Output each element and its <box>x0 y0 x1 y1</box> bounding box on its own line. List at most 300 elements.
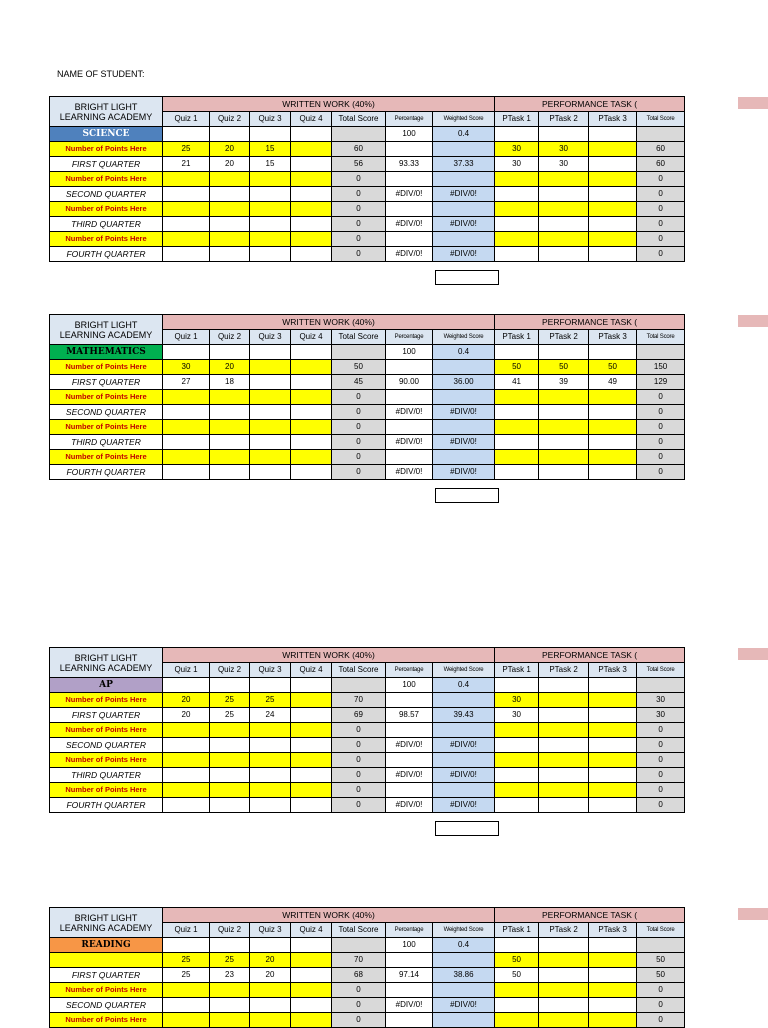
grade-cell[interactable]: #DIV/0! <box>433 247 495 262</box>
grade-cell[interactable]: 25 <box>163 142 210 157</box>
grade-cell[interactable] <box>386 172 433 187</box>
grade-cell[interactable] <box>539 983 589 998</box>
grade-cell[interactable] <box>539 938 589 953</box>
grade-cell[interactable] <box>291 345 332 360</box>
grade-cell[interactable] <box>210 678 250 693</box>
grade-cell[interactable]: 30 <box>495 142 539 157</box>
grade-cell[interactable] <box>250 753 291 768</box>
grade-cell[interactable] <box>539 968 589 983</box>
grade-cell[interactable]: 0 <box>332 983 386 998</box>
grade-cell[interactable]: 25 <box>250 693 291 708</box>
grade-cell[interactable] <box>589 783 637 798</box>
grade-cell[interactable]: 20 <box>210 157 250 172</box>
grade-cell[interactable] <box>163 217 210 232</box>
grade-cell[interactable] <box>433 753 495 768</box>
grade-cell[interactable]: #DIV/0! <box>386 738 433 753</box>
grade-cell[interactable] <box>589 998 637 1013</box>
grade-cell[interactable] <box>163 232 210 247</box>
grade-cell[interactable] <box>637 938 685 953</box>
grade-cell[interactable] <box>250 232 291 247</box>
grade-cell[interactable] <box>210 217 250 232</box>
weight-cell[interactable]: 0.4 <box>433 678 495 693</box>
grade-cell[interactable] <box>291 232 332 247</box>
grade-cell[interactable] <box>589 938 637 953</box>
grade-cell[interactable] <box>539 420 589 435</box>
weight-cell[interactable]: 0.4 <box>433 938 495 953</box>
grade-cell[interactable] <box>495 678 539 693</box>
grade-cell[interactable] <box>589 435 637 450</box>
grade-cell[interactable] <box>495 187 539 202</box>
grade-cell[interactable]: 0 <box>637 247 685 262</box>
grade-cell[interactable] <box>539 187 589 202</box>
grade-cell[interactable] <box>291 142 332 157</box>
grade-cell[interactable]: 49 <box>589 375 637 390</box>
weight-cell[interactable]: 0.4 <box>433 345 495 360</box>
grade-cell[interactable] <box>250 202 291 217</box>
grade-cell[interactable] <box>210 390 250 405</box>
grade-cell[interactable] <box>163 1013 210 1028</box>
grade-cell[interactable] <box>589 247 637 262</box>
grade-cell[interactable] <box>163 172 210 187</box>
grade-cell[interactable] <box>539 202 589 217</box>
grade-cell[interactable]: 0 <box>332 217 386 232</box>
grade-cell[interactable]: #DIV/0! <box>386 405 433 420</box>
grade-cell[interactable] <box>250 1013 291 1028</box>
grade-cell[interactable] <box>386 232 433 247</box>
grade-cell[interactable]: 21 <box>163 157 210 172</box>
grade-cell[interactable] <box>163 678 210 693</box>
grade-cell[interactable]: 50 <box>332 360 386 375</box>
grade-cell[interactable] <box>291 783 332 798</box>
grade-cell[interactable] <box>495 753 539 768</box>
grade-cell[interactable]: 97.14 <box>386 968 433 983</box>
grade-cell[interactable] <box>250 998 291 1013</box>
grade-cell[interactable] <box>210 465 250 480</box>
grade-cell[interactable] <box>250 360 291 375</box>
grade-cell[interactable] <box>589 983 637 998</box>
grade-cell[interactable]: 0 <box>332 1013 386 1028</box>
grade-cell[interactable] <box>291 465 332 480</box>
grade-cell[interactable] <box>433 142 495 157</box>
grade-cell[interactable] <box>589 693 637 708</box>
grade-cell[interactable]: 0 <box>637 723 685 738</box>
grade-cell[interactable]: #DIV/0! <box>433 435 495 450</box>
grade-cell[interactable] <box>589 1013 637 1028</box>
grade-cell[interactable] <box>433 693 495 708</box>
grade-cell[interactable] <box>210 998 250 1013</box>
grade-cell[interactable] <box>386 360 433 375</box>
grade-cell[interactable] <box>250 450 291 465</box>
grade-cell[interactable] <box>332 127 386 142</box>
grade-cell[interactable] <box>386 693 433 708</box>
grade-cell[interactable]: 30 <box>539 157 589 172</box>
percentage-base-cell[interactable]: 100 <box>386 938 433 953</box>
grade-cell[interactable]: 0 <box>637 768 685 783</box>
grade-cell[interactable]: 30 <box>495 157 539 172</box>
grade-cell[interactable] <box>495 420 539 435</box>
grade-cell[interactable] <box>291 157 332 172</box>
grade-cell[interactable] <box>495 738 539 753</box>
grade-cell[interactable]: 0 <box>332 172 386 187</box>
grade-cell[interactable]: 25 <box>163 968 210 983</box>
grade-cell[interactable] <box>495 798 539 813</box>
grade-cell[interactable] <box>250 390 291 405</box>
grade-cell[interactable] <box>291 450 332 465</box>
grade-cell[interactable] <box>433 360 495 375</box>
grade-cell[interactable] <box>539 127 589 142</box>
grade-cell[interactable] <box>163 127 210 142</box>
grade-cell[interactable] <box>250 187 291 202</box>
grade-cell[interactable] <box>250 172 291 187</box>
grade-cell[interactable] <box>291 768 332 783</box>
grade-cell[interactable]: #DIV/0! <box>386 217 433 232</box>
grade-cell[interactable] <box>539 953 589 968</box>
grade-cell[interactable] <box>589 738 637 753</box>
grade-cell[interactable]: 0 <box>637 232 685 247</box>
grade-cell[interactable] <box>589 450 637 465</box>
grade-cell[interactable]: #DIV/0! <box>386 435 433 450</box>
grade-cell[interactable]: 0 <box>637 465 685 480</box>
grade-cell[interactable]: 90.00 <box>386 375 433 390</box>
grade-cell[interactable] <box>539 768 589 783</box>
grade-cell[interactable]: 39.43 <box>433 708 495 723</box>
grade-cell[interactable] <box>291 435 332 450</box>
grade-cell[interactable]: 0 <box>637 983 685 998</box>
grade-cell[interactable] <box>250 983 291 998</box>
grade-cell[interactable]: 39 <box>539 375 589 390</box>
grade-cell[interactable] <box>163 738 210 753</box>
grade-cell[interactable] <box>539 708 589 723</box>
grade-cell[interactable] <box>210 798 250 813</box>
grade-cell[interactable] <box>250 345 291 360</box>
grade-cell[interactable] <box>291 738 332 753</box>
grade-cell[interactable]: 0 <box>332 450 386 465</box>
grade-cell[interactable]: 24 <box>250 708 291 723</box>
grade-cell[interactable] <box>495 247 539 262</box>
grade-cell[interactable] <box>210 420 250 435</box>
grade-cell[interactable] <box>589 172 637 187</box>
grade-cell[interactable] <box>539 798 589 813</box>
grade-cell[interactable] <box>163 247 210 262</box>
grade-cell[interactable]: 23 <box>210 968 250 983</box>
grade-cell[interactable] <box>210 345 250 360</box>
grade-cell[interactable]: 50 <box>589 360 637 375</box>
grade-cell[interactable] <box>589 127 637 142</box>
grade-cell[interactable]: 0 <box>332 768 386 783</box>
summary-box[interactable] <box>435 488 499 503</box>
grade-cell[interactable] <box>291 375 332 390</box>
grade-cell[interactable]: 129 <box>637 375 685 390</box>
grade-cell[interactable] <box>433 390 495 405</box>
grade-cell[interactable]: 0 <box>332 465 386 480</box>
grade-cell[interactable] <box>250 768 291 783</box>
grade-cell[interactable] <box>539 172 589 187</box>
grade-cell[interactable] <box>210 172 250 187</box>
grade-cell[interactable]: 0 <box>637 435 685 450</box>
grade-cell[interactable] <box>250 798 291 813</box>
grade-cell[interactable] <box>589 142 637 157</box>
grade-cell[interactable]: #DIV/0! <box>433 738 495 753</box>
grade-cell[interactable] <box>433 953 495 968</box>
grade-cell[interactable] <box>539 678 589 693</box>
grade-cell[interactable]: 69 <box>332 708 386 723</box>
grade-cell[interactable] <box>210 187 250 202</box>
grade-cell[interactable] <box>210 1013 250 1028</box>
grade-cell[interactable] <box>589 953 637 968</box>
grade-cell[interactable]: 0 <box>637 202 685 217</box>
grade-cell[interactable] <box>539 247 589 262</box>
grade-cell[interactable]: 20 <box>210 360 250 375</box>
grade-cell[interactable]: 50 <box>495 953 539 968</box>
grade-cell[interactable] <box>539 753 589 768</box>
grade-cell[interactable] <box>495 983 539 998</box>
grade-cell[interactable] <box>163 753 210 768</box>
grade-cell[interactable] <box>589 345 637 360</box>
grade-cell[interactable] <box>386 420 433 435</box>
grade-cell[interactable] <box>163 450 210 465</box>
grade-cell[interactable]: #DIV/0! <box>433 798 495 813</box>
grade-cell[interactable]: #DIV/0! <box>386 768 433 783</box>
grade-cell[interactable]: 50 <box>495 360 539 375</box>
grade-cell[interactable] <box>637 345 685 360</box>
grade-cell[interactable]: 30 <box>495 708 539 723</box>
summary-box[interactable] <box>435 270 499 285</box>
grade-cell[interactable]: 15 <box>250 142 291 157</box>
grade-cell[interactable] <box>250 738 291 753</box>
grade-cell[interactable] <box>495 783 539 798</box>
grade-cell[interactable]: #DIV/0! <box>386 247 433 262</box>
grade-cell[interactable] <box>495 217 539 232</box>
grade-cell[interactable] <box>291 693 332 708</box>
grade-cell[interactable] <box>539 435 589 450</box>
grade-cell[interactable]: 25 <box>210 953 250 968</box>
grade-cell[interactable] <box>495 998 539 1013</box>
grade-cell[interactable]: 20 <box>250 968 291 983</box>
grade-cell[interactable]: #DIV/0! <box>433 217 495 232</box>
grade-cell[interactable] <box>495 723 539 738</box>
grade-cell[interactable] <box>589 768 637 783</box>
grade-cell[interactable] <box>495 450 539 465</box>
grade-cell[interactable]: 0 <box>637 217 685 232</box>
grade-cell[interactable]: 0 <box>332 753 386 768</box>
grade-cell[interactable] <box>250 938 291 953</box>
grade-cell[interactable]: 38.86 <box>433 968 495 983</box>
grade-cell[interactable] <box>539 390 589 405</box>
grade-cell[interactable]: 0 <box>332 738 386 753</box>
grade-cell[interactable] <box>291 983 332 998</box>
percentage-base-cell[interactable]: 100 <box>386 678 433 693</box>
grade-cell[interactable]: 20 <box>210 142 250 157</box>
grade-cell[interactable]: 45 <box>332 375 386 390</box>
grade-cell[interactable]: 25 <box>210 708 250 723</box>
grade-cell[interactable]: 56 <box>332 157 386 172</box>
grade-cell[interactable]: 30 <box>495 693 539 708</box>
grade-cell[interactable] <box>589 217 637 232</box>
grade-cell[interactable] <box>163 390 210 405</box>
grade-cell[interactable]: 25 <box>163 953 210 968</box>
grade-cell[interactable] <box>210 983 250 998</box>
grade-cell[interactable]: 41 <box>495 375 539 390</box>
grade-cell[interactable] <box>163 798 210 813</box>
grade-cell[interactable]: 0 <box>332 390 386 405</box>
grade-cell[interactable] <box>589 465 637 480</box>
grade-cell[interactable] <box>589 798 637 813</box>
summary-box[interactable] <box>435 821 499 836</box>
grade-cell[interactable] <box>291 953 332 968</box>
grade-cell[interactable]: 25 <box>210 693 250 708</box>
grade-cell[interactable] <box>163 435 210 450</box>
grade-cell[interactable] <box>386 142 433 157</box>
grade-cell[interactable]: 30 <box>637 708 685 723</box>
grade-cell[interactable] <box>539 232 589 247</box>
grade-cell[interactable] <box>291 202 332 217</box>
grade-cell[interactable]: #DIV/0! <box>433 768 495 783</box>
grade-cell[interactable] <box>495 127 539 142</box>
grade-cell[interactable] <box>163 983 210 998</box>
grade-cell[interactable]: 0 <box>332 723 386 738</box>
grade-cell[interactable] <box>291 217 332 232</box>
grade-cell[interactable]: 70 <box>332 953 386 968</box>
grade-cell[interactable] <box>210 435 250 450</box>
grade-cell[interactable] <box>589 157 637 172</box>
grade-cell[interactable] <box>433 232 495 247</box>
grade-cell[interactable]: 36.00 <box>433 375 495 390</box>
grade-cell[interactable] <box>210 450 250 465</box>
grade-cell[interactable]: 50 <box>637 968 685 983</box>
grade-cell[interactable]: 68 <box>332 968 386 983</box>
grade-cell[interactable]: 27 <box>163 375 210 390</box>
grade-cell[interactable] <box>210 768 250 783</box>
grade-cell[interactable] <box>210 723 250 738</box>
grade-cell[interactable]: 50 <box>495 968 539 983</box>
grade-cell[interactable] <box>210 202 250 217</box>
grade-cell[interactable]: 0 <box>637 450 685 465</box>
grade-cell[interactable]: 70 <box>332 693 386 708</box>
grade-cell[interactable] <box>495 232 539 247</box>
percentage-base-cell[interactable]: 100 <box>386 127 433 142</box>
grade-cell[interactable]: 60 <box>332 142 386 157</box>
grade-cell[interactable] <box>495 172 539 187</box>
grade-cell[interactable]: 0 <box>332 232 386 247</box>
grade-cell[interactable]: 0 <box>637 420 685 435</box>
grade-cell[interactable] <box>495 405 539 420</box>
grade-cell[interactable] <box>163 420 210 435</box>
grade-cell[interactable] <box>539 345 589 360</box>
grade-cell[interactable] <box>163 345 210 360</box>
grade-cell[interactable]: 0 <box>332 247 386 262</box>
grade-cell[interactable] <box>386 202 433 217</box>
grade-cell[interactable] <box>433 420 495 435</box>
grade-cell[interactable] <box>433 1013 495 1028</box>
grade-cell[interactable]: #DIV/0! <box>433 187 495 202</box>
grade-cell[interactable] <box>210 127 250 142</box>
grade-cell[interactable] <box>433 202 495 217</box>
grade-cell[interactable] <box>291 723 332 738</box>
grade-cell[interactable] <box>291 172 332 187</box>
grade-cell[interactable] <box>163 723 210 738</box>
grade-cell[interactable] <box>589 678 637 693</box>
grade-cell[interactable]: 30 <box>637 693 685 708</box>
grade-cell[interactable] <box>589 202 637 217</box>
grade-cell[interactable]: 20 <box>250 953 291 968</box>
grade-cell[interactable] <box>433 450 495 465</box>
grade-cell[interactable] <box>291 405 332 420</box>
grade-cell[interactable] <box>589 753 637 768</box>
grade-cell[interactable]: #DIV/0! <box>433 405 495 420</box>
grade-cell[interactable] <box>539 783 589 798</box>
grade-cell[interactable] <box>386 723 433 738</box>
grade-cell[interactable] <box>291 753 332 768</box>
grade-cell[interactable] <box>163 938 210 953</box>
grade-cell[interactable] <box>250 723 291 738</box>
grade-cell[interactable]: 93.33 <box>386 157 433 172</box>
grade-cell[interactable] <box>637 127 685 142</box>
grade-cell[interactable] <box>539 723 589 738</box>
grade-cell[interactable] <box>589 708 637 723</box>
grade-cell[interactable] <box>250 217 291 232</box>
grade-cell[interactable]: 0 <box>332 783 386 798</box>
grade-cell[interactable] <box>539 1013 589 1028</box>
grade-cell[interactable]: 0 <box>637 405 685 420</box>
grade-cell[interactable]: 0 <box>637 998 685 1013</box>
grade-cell[interactable] <box>250 127 291 142</box>
grade-cell[interactable] <box>495 465 539 480</box>
grade-cell[interactable] <box>539 465 589 480</box>
grade-cell[interactable]: #DIV/0! <box>386 798 433 813</box>
grade-cell[interactable]: #DIV/0! <box>386 465 433 480</box>
grade-cell[interactable] <box>210 738 250 753</box>
grade-cell[interactable]: 20 <box>163 708 210 723</box>
grade-cell[interactable] <box>291 127 332 142</box>
grade-cell[interactable]: 0 <box>332 798 386 813</box>
grade-cell[interactable]: 50 <box>637 953 685 968</box>
grade-cell[interactable]: 0 <box>637 783 685 798</box>
grade-cell[interactable] <box>539 693 589 708</box>
grade-cell[interactable] <box>589 420 637 435</box>
grade-cell[interactable]: #DIV/0! <box>433 998 495 1013</box>
grade-cell[interactable] <box>433 783 495 798</box>
grade-cell[interactable] <box>386 390 433 405</box>
grade-cell[interactable]: #DIV/0! <box>433 465 495 480</box>
grade-cell[interactable] <box>291 187 332 202</box>
grade-cell[interactable] <box>589 723 637 738</box>
grade-cell[interactable] <box>433 723 495 738</box>
grade-cell[interactable] <box>163 998 210 1013</box>
grade-cell[interactable] <box>163 783 210 798</box>
grade-cell[interactable]: 0 <box>332 405 386 420</box>
grade-cell[interactable] <box>250 678 291 693</box>
grade-cell[interactable] <box>386 953 433 968</box>
grade-cell[interactable] <box>433 983 495 998</box>
weight-cell[interactable]: 0.4 <box>433 127 495 142</box>
grade-cell[interactable] <box>250 247 291 262</box>
grade-cell[interactable] <box>163 405 210 420</box>
grade-cell[interactable]: 98.57 <box>386 708 433 723</box>
grade-cell[interactable] <box>589 390 637 405</box>
grade-cell[interactable]: 30 <box>163 360 210 375</box>
grade-cell[interactable] <box>386 450 433 465</box>
grade-cell[interactable]: 150 <box>637 360 685 375</box>
grade-cell[interactable] <box>291 678 332 693</box>
grade-cell[interactable] <box>250 435 291 450</box>
grade-cell[interactable] <box>539 405 589 420</box>
grade-cell[interactable]: 15 <box>250 157 291 172</box>
grade-cell[interactable] <box>291 798 332 813</box>
grade-cell[interactable] <box>250 405 291 420</box>
grade-cell[interactable] <box>386 783 433 798</box>
grade-cell[interactable] <box>495 345 539 360</box>
grade-cell[interactable] <box>386 1013 433 1028</box>
